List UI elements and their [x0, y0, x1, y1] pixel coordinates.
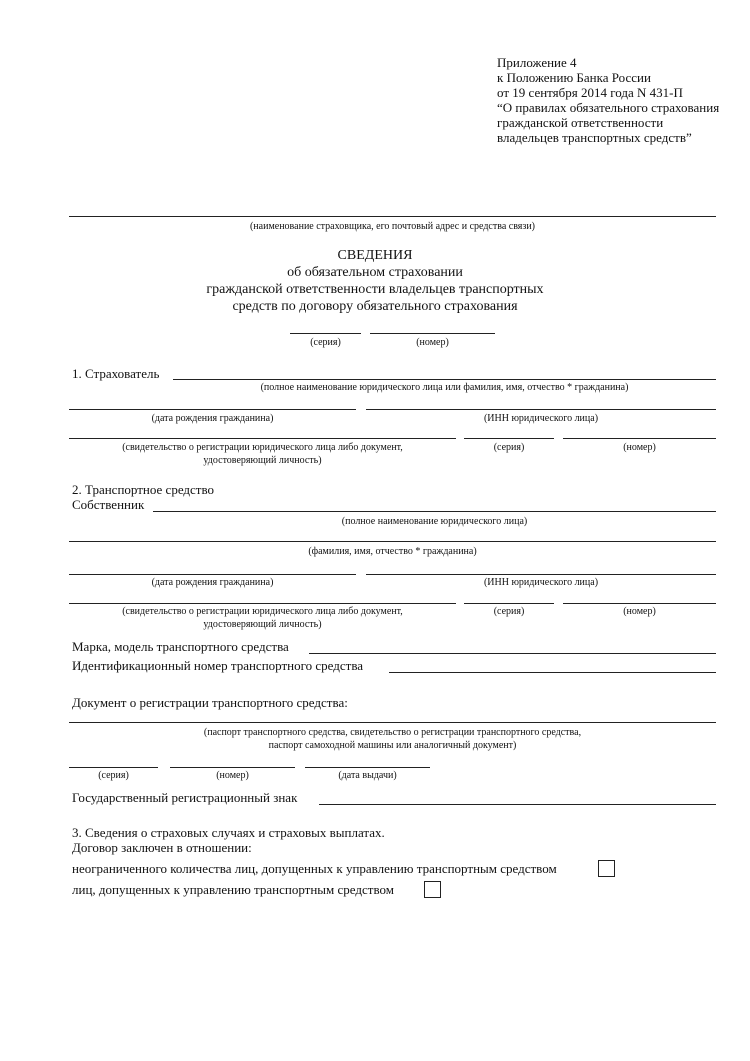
owner-doc-series-field[interactable]: [464, 603, 554, 604]
policyholder-doc-caption-1: (свидетельство о регистрации юридического лица либо документ,: [122, 442, 403, 453]
owner-doc-caption-2: удостоверяющий личность): [203, 619, 322, 630]
policyholder-label: 1. Страхователь: [72, 366, 160, 381]
plate-label: Государственный регистрационный знак: [72, 790, 298, 805]
contract-series-caption: (серия): [310, 337, 341, 348]
owner-label: Собственник: [72, 497, 145, 512]
regulation-title-1: “О правилах обязательного страхования: [497, 100, 720, 115]
vehicle-model-field[interactable]: [309, 653, 716, 654]
owner-org-caption: (полное наименование юридического лица): [341, 516, 528, 527]
registration-doc-date-field[interactable]: [305, 767, 430, 768]
policyholder-doc-number-field[interactable]: [563, 438, 716, 439]
owner-person-caption: (фамилия, имя, отчество * гражданина): [308, 546, 477, 557]
owner-inn-field[interactable]: [366, 574, 716, 575]
owner-doc-caption-1: (свидетельство о регистрации юридического лица либо документ,: [122, 606, 403, 617]
owner-org-field[interactable]: [153, 511, 716, 512]
owner-doc-number-field[interactable]: [563, 603, 716, 604]
policyholder-name-caption: (полное наименование юридического лица или фамилия, имя, отчество * гражданина): [260, 382, 629, 393]
doc-subtitle-3: средств по договору обязательного страхования: [232, 299, 518, 314]
policyholder-inn-field[interactable]: [366, 409, 716, 410]
owner-person-field[interactable]: [69, 541, 716, 542]
owner-doc-series-caption: (серия): [493, 606, 525, 617]
policyholder-doc-series-field[interactable]: [464, 438, 554, 439]
contract-number-caption: (номер): [416, 337, 449, 348]
registration-doc-caption-2: паспорт самоходной машины или аналогичный документ): [268, 740, 517, 751]
unlimited-drivers-label: неограниченного количества лиц, допущенных к управлению транспортным средством: [72, 861, 557, 876]
insurer-field[interactable]: [69, 216, 716, 217]
policyholder-doc-caption-2: удостоверяющий личность): [203, 455, 322, 466]
registration-doc-series-caption: (серия): [98, 770, 129, 781]
regulation-reference: к Положению Банка России: [497, 70, 651, 85]
unlimited-drivers-checkbox[interactable]: [598, 860, 615, 877]
registration-doc-date-caption: (дата выдачи): [338, 770, 397, 781]
vehicle-section-label: 2. Транспортное средство: [72, 482, 215, 497]
owner-birthdate-field[interactable]: [69, 574, 356, 575]
insurer-caption: (наименование страховщика, его почтовый адрес и средства связи): [249, 221, 536, 232]
plate-field[interactable]: [319, 804, 716, 805]
registration-doc-field[interactable]: [69, 722, 716, 723]
vehicle-model-label: Марка, модель транспортного средства: [72, 639, 289, 654]
registration-doc-label: Документ о регистрации транспортного средства:: [72, 695, 348, 710]
limited-drivers-label: лиц, допущенных к управлению транспортным средством: [72, 882, 394, 897]
vin-label: Идентификационный номер транспортного средства: [72, 658, 364, 673]
appendix-label: Приложение 4: [497, 55, 577, 70]
vin-field[interactable]: [389, 672, 716, 673]
policyholder-birthdate-field[interactable]: [69, 409, 356, 410]
registration-doc-caption-1: (паспорт транспортного средства, свидетельство о регистрации транспортного средства,: [203, 727, 582, 738]
regulation-title-2: гражданской ответственности: [497, 115, 664, 130]
policyholder-birthdate-caption: (дата рождения гражданина): [151, 413, 274, 424]
policyholder-name-field[interactable]: [173, 379, 716, 380]
contract-series-field[interactable]: [290, 333, 361, 334]
regulation-date: от 19 сентября 2014 года N 431-П: [497, 85, 683, 100]
contract-number-field[interactable]: [370, 333, 495, 334]
doc-subtitle-1: об обязательном страховании: [287, 265, 463, 280]
claims-section-label: 3. Сведения о страховых случаях и страховых выплатах.: [72, 825, 385, 840]
contract-scope-label: Договор заключен в отношении:: [72, 840, 252, 855]
doc-title: СВЕДЕНИЯ: [337, 248, 413, 263]
registration-doc-number-field[interactable]: [170, 767, 295, 768]
owner-inn-caption: (ИНН юридического лица): [483, 577, 599, 588]
doc-subtitle-2: гражданской ответственности владельцев транспортных: [206, 282, 544, 297]
owner-birthdate-caption: (дата рождения гражданина): [151, 577, 274, 588]
limited-drivers-checkbox[interactable]: [424, 881, 441, 898]
owner-doc-field[interactable]: [69, 603, 456, 604]
regulation-title-3: владельцев транспортных средств”: [497, 130, 692, 145]
owner-doc-number-caption: (номер): [623, 606, 656, 617]
policyholder-doc-number-caption: (номер): [623, 442, 656, 453]
policyholder-doc-field[interactable]: [69, 438, 456, 439]
policyholder-inn-caption: (ИНН юридического лица): [483, 413, 599, 424]
policyholder-doc-series-caption: (серия): [493, 442, 525, 453]
registration-doc-series-field[interactable]: [69, 767, 158, 768]
registration-doc-number-caption: (номер): [216, 770, 249, 781]
